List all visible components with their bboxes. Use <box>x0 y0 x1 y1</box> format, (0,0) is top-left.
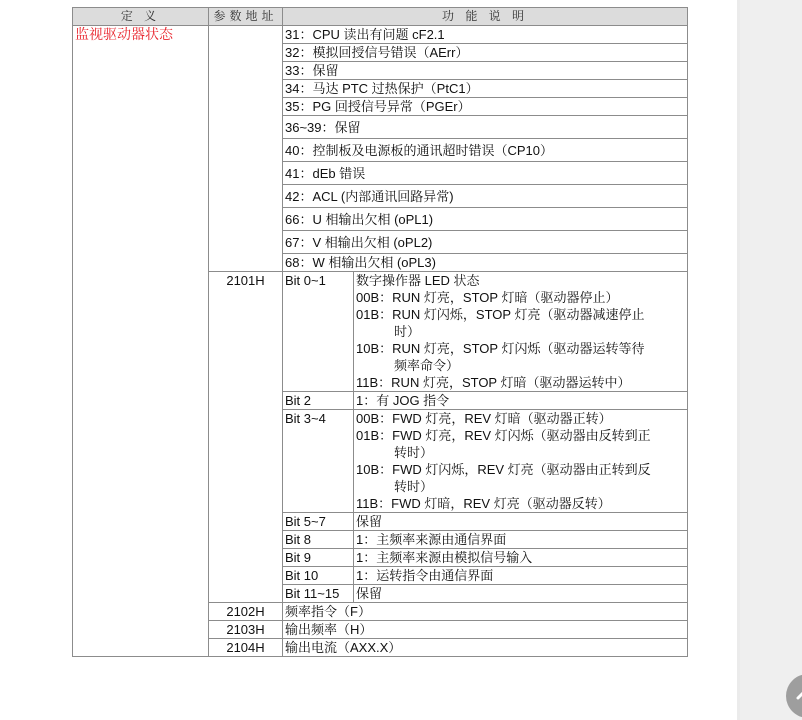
chevron-up-icon <box>794 684 802 704</box>
error-code-36-39: 36~39：保留 <box>283 116 688 139</box>
bit-label: Bit 2 <box>283 392 354 410</box>
bit-line: 11B：FWD 灯暗，REV 灯亮（驱动器反转） <box>356 496 611 511</box>
definition-cell: 监视驱动器状态 <box>73 26 209 657</box>
table-header-row <box>73 8 688 26</box>
error-code-68: 68：W 相输出欠相 (oPL3) <box>283 254 688 272</box>
error-code-31: 31：CPU 读出有问题 cF2.1 <box>283 26 688 44</box>
address-2101h: 2101H <box>209 272 283 603</box>
bit-label: Bit 3~4 <box>283 410 354 513</box>
bit-line: 00B：RUN 灯亮，STOP 灯暗（驱动器停止） <box>356 290 619 305</box>
bit-line: 01B：FWD 灯亮，REV 灯闪烁（驱动器由反转到正 <box>356 428 651 443</box>
header-function: 功 能 说 明 <box>283 8 688 26</box>
error-code-42: 42：ACL (内部通讯回路异常) <box>283 185 688 208</box>
table-row <box>73 26 688 44</box>
error-code-32: 32：模拟回授信号错误（AErr） <box>283 44 688 62</box>
bit-label: Bit 8 <box>283 531 354 549</box>
bit-line: 11B：RUN 灯亮，STOP 灯暗（驱动器运转中） <box>356 375 631 390</box>
error-code-34: 34：马达 PTC 过热保护（PtC1） <box>283 80 688 98</box>
bit-description: 保留 <box>354 513 688 531</box>
bit-description: 1：有 JOG 指令 <box>354 392 688 410</box>
register-description: 输出电流（AXX.X） <box>283 639 688 657</box>
header-definition: 定 义 <box>73 8 209 26</box>
side-panel <box>737 0 802 720</box>
bit-line: 10B：FWD 灯闪烁，REV 灯亮（驱动器由正转到反 <box>356 462 651 477</box>
error-code-67: 67：V 相输出欠相 (oPL2) <box>283 231 688 254</box>
bit-description: 1：主频率来源由通信界面 <box>354 531 688 549</box>
bit-line: 01B：RUN 灯闪烁，STOP 灯亮（驱动器减速停止 <box>356 307 645 322</box>
bit-line: 10B：RUN 灯亮，STOP 灯闪烁（驱动器运转等待 <box>356 341 645 356</box>
address-cell-empty <box>209 26 283 272</box>
header-address: 参数地址 <box>209 8 283 26</box>
error-code-41: 41：dEb 错误 <box>283 162 688 185</box>
bit-description <box>354 272 688 392</box>
address-2104h: 2104H <box>209 639 283 657</box>
address-2103h: 2103H <box>209 621 283 639</box>
bit-label: Bit 9 <box>283 549 354 567</box>
error-code-35: 35：PG 回授信号异常（PGEr） <box>283 98 688 116</box>
bit-label: Bit 10 <box>283 567 354 585</box>
bit-line: 数字操作器 LED 状态 <box>356 273 480 288</box>
bit-line: 频率命令） <box>394 358 460 373</box>
register-description: 频率指令（F） <box>283 603 688 621</box>
error-code-66: 66：U 相输出欠相 (oPL1) <box>283 208 688 231</box>
bit-description: 1：运转指令由通信界面 <box>354 567 688 585</box>
bit-description: 1：主频率来源由模拟信号输入 <box>354 549 688 567</box>
bit-line: 00B：FWD 灯亮，REV 灯暗（驱动器正转） <box>356 411 612 426</box>
bit-line: 转时） <box>394 445 434 460</box>
bit-label: Bit 5~7 <box>283 513 354 531</box>
error-code-40: 40：控制板及电源板的通讯超时错误（CP10） <box>283 139 688 162</box>
parameter-table <box>72 7 688 657</box>
bit-description: 保留 <box>354 585 688 603</box>
address-2102h: 2102H <box>209 603 283 621</box>
error-code-33: 33：保留 <box>283 62 688 80</box>
register-description: 输出频率（H） <box>283 621 688 639</box>
bit-description <box>354 410 688 513</box>
bit-label: Bit 0~1 <box>283 272 354 392</box>
bit-line: 转时） <box>394 479 434 494</box>
bit-label: Bit 11~15 <box>283 585 354 603</box>
bit-line: 时） <box>394 324 421 339</box>
